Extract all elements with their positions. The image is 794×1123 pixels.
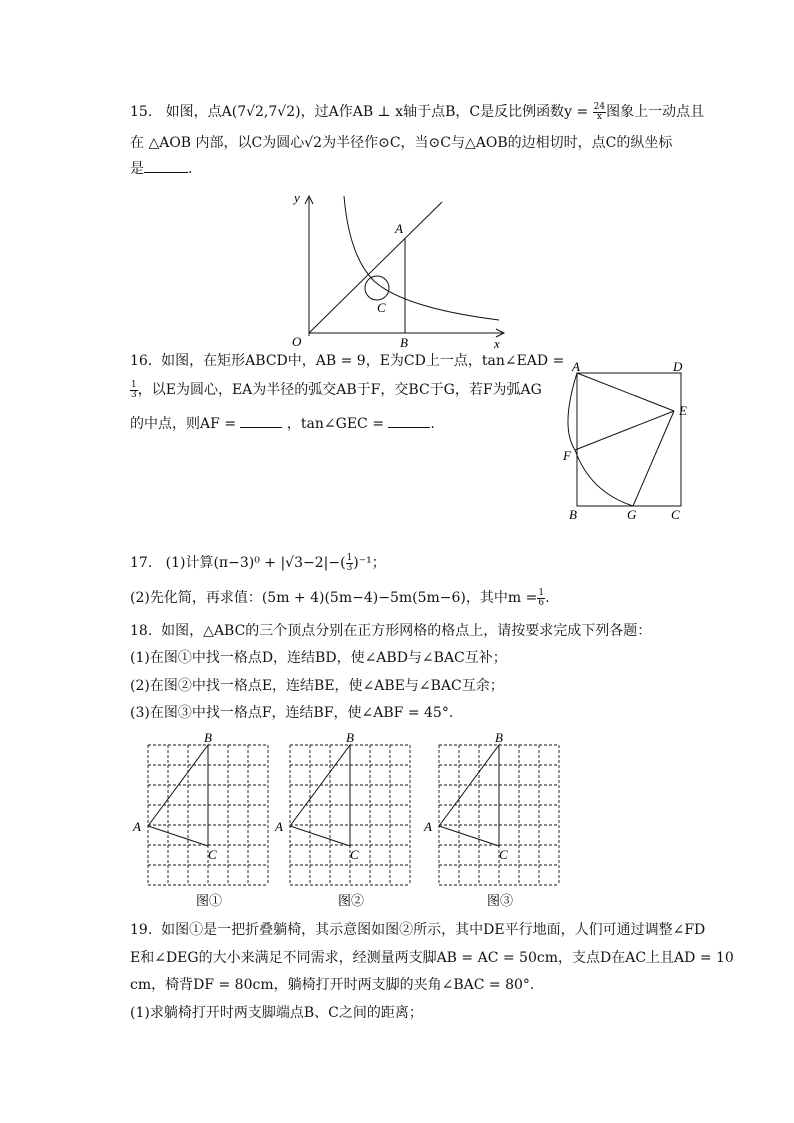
- label-a: A: [395, 221, 403, 236]
- q15-line3: 是 .: [130, 161, 193, 177]
- grid-figure-3: [421, 730, 566, 910]
- answer-blank[interactable]: [240, 427, 282, 428]
- label-o: O: [292, 334, 302, 349]
- answer-blank[interactable]: [144, 172, 188, 173]
- grid-figure-2: [272, 730, 417, 910]
- q15-line1: [130, 102, 704, 122]
- svg-text:B: B: [569, 507, 577, 522]
- q15-tail: 图象上一动点且: [606, 104, 705, 120]
- figure-16: [562, 357, 702, 527]
- q16-line1: 16. 如图，在矩形ABCD中，AB = 9，E为CD上一点，tan∠EAD =: [130, 353, 565, 369]
- q18-part2: (2)在图②中找一格点E，连结BE，使∠ABE与∠BAC互余；: [130, 678, 504, 694]
- label-x: x: [494, 336, 500, 351]
- q15-number: 15.: [130, 104, 153, 120]
- label-c: C: [377, 300, 386, 315]
- caption: 图②: [338, 893, 365, 908]
- svg-text:C: C: [499, 847, 508, 862]
- svg-text:A: A: [275, 819, 283, 834]
- hyperbola: [344, 196, 499, 320]
- q15-prefix: 如图，点: [165, 104, 222, 120]
- q19-line4: (1)求躺椅打开时两支脚端点B、C之间的距离；: [130, 1005, 423, 1021]
- q15-line2: 在 △AOB 内部，以C为圆心√2为半径作⊙C，当⊙C与△AOB的边相切时，点C的纵坐标: [130, 135, 673, 151]
- q17-part2: (2)先化简，再求值：(5m + 4)(5m−4)−5m(5m−6)，其中m = $\frac{1}{6}$ .: [130, 587, 550, 608]
- svg-text:F: F: [563, 448, 571, 463]
- svg-text:B: B: [346, 730, 354, 745]
- svg-text:C: C: [208, 847, 217, 862]
- segment-ae: [577, 373, 674, 411]
- q16-line2: $\frac{1}{3}$ ，以E为圆心，EA为半径的弧交AB于F，交BC于G，若F为弧AG: [131, 379, 542, 400]
- label-y: y: [294, 190, 300, 205]
- q15-func-fraction: $\frac{24}{x}$: [593, 101, 606, 122]
- circle-c: [365, 276, 389, 300]
- label-b: B: [400, 335, 408, 350]
- svg-text:G: G: [627, 507, 637, 522]
- q18-intro: 18. 如图，△ABC的三个顶点分别在正方形网格的格点上，请按要求完成下列各题：: [130, 623, 652, 639]
- svg-text:B: B: [495, 730, 503, 745]
- svg-text:A: A: [424, 819, 432, 834]
- svg-text:B: B: [204, 730, 212, 745]
- svg-text:C: C: [671, 507, 680, 522]
- q16-line3: 的中点，则AF = ，tan∠GEC = .: [130, 416, 435, 432]
- caption: 图③: [487, 893, 514, 908]
- line-oa: [309, 202, 442, 333]
- svg-text:D: D: [673, 359, 683, 374]
- svg-text:C: C: [350, 847, 359, 862]
- q19-line1: 19. 如图①是一把折叠躺椅，其示意图如图②所示，其中DE平行地面，人们可通过调整∠FD: [130, 922, 706, 938]
- grid-figure-1: [130, 730, 275, 910]
- q15-point-a: A(7√2,7√2): [221, 104, 301, 120]
- figure-15: [284, 186, 514, 351]
- svg-text:A: A: [572, 359, 580, 374]
- svg-text:E: E: [679, 403, 687, 418]
- q16-fraction: $\frac{1}{3}$: [131, 379, 137, 400]
- q17-part1: 17. (1)计算(π−3)⁰ + |√3−2|−( $\frac{1}{3}$ )⁻¹；: [130, 552, 386, 573]
- q18-part1: (1)在图①中找一格点D，连结BD，使∠ABD与∠BAC互补；: [130, 650, 507, 666]
- q15-mid: ，过A作AB ⊥ x轴于点B，C是反比例函数: [300, 104, 565, 120]
- q19-line3: cm，椅背DF = 80cm，躺椅打开时两支脚的夹角∠BAC = 80°.: [130, 977, 535, 993]
- caption: 图①: [196, 893, 223, 908]
- q15-func-lhs: y =: [564, 104, 589, 120]
- answer-blank[interactable]: [388, 427, 430, 428]
- svg-text:A: A: [133, 819, 141, 834]
- q19-line2: E和∠DEG的大小来满足不同需求，经测量两支脚AB = AC = 50cm，支点D在AC上且AD = 10: [130, 950, 734, 966]
- q18-part3: (3)在图③中找一格点F，连结BF，使∠ABF = 45°.: [130, 705, 454, 721]
